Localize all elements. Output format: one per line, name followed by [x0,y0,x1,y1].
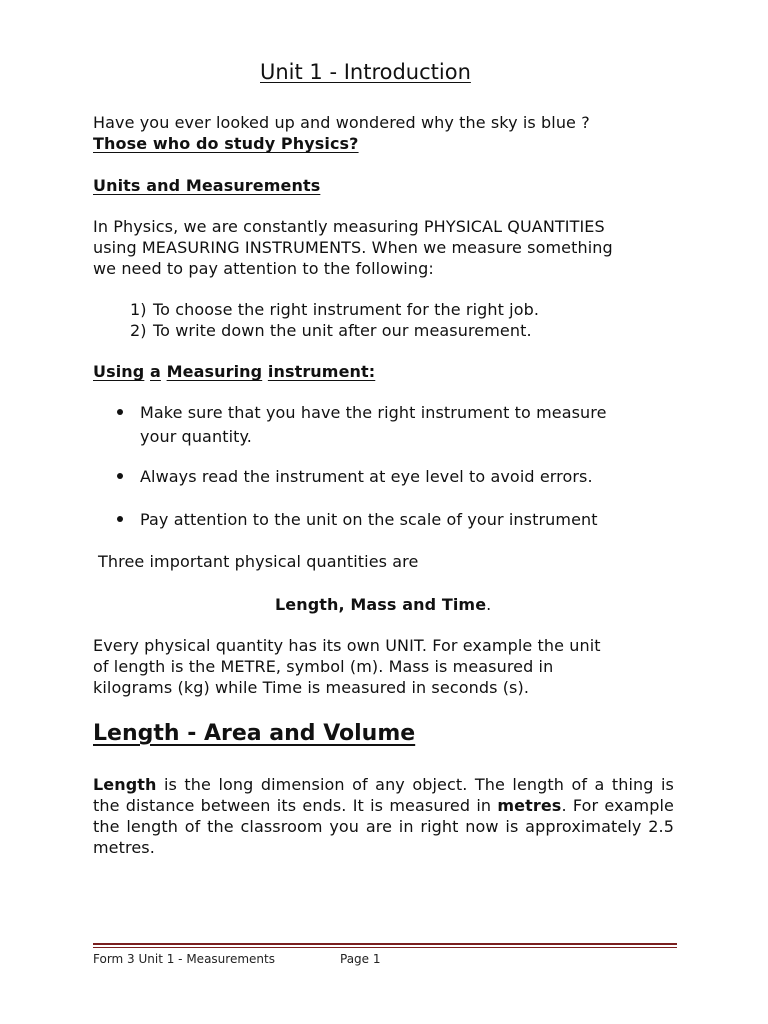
unit-paragraph-line: Every physical quantity has its own UNIT. For example the unit [93,636,601,655]
bullet-text: Make sure that you have the right instrument to measure [140,403,607,422]
footer-page-number: Page 1 [340,952,381,966]
bullet-icon [117,409,123,415]
bullet-text: Pay attention to the unit on the scale of your instrument [140,510,598,529]
section-heading: Length - Area and Volume [93,721,416,746]
intro-subheading: Those who do study Physics? [93,134,359,153]
bullet-text: Always read the instrument at eye level to avoid errors. [140,467,593,486]
three-quantities-text: Three important physical quantities are [98,552,419,571]
physics-paragraph-line: we need to pay attention to the following: [93,259,434,278]
heading-word: Measuring [166,362,263,381]
unit-paragraph-line: kilograms (kg) while Time is measured in seconds (s). [93,678,530,697]
numbered-item-text: To write down the unit after our measurement. [153,321,532,340]
heading-word: instrument: [267,362,376,381]
length-text-end: . For example the length of the classroom you are in right now is approximately 2.5 metres. [93,796,674,857]
numbered-item-text: To choose the right instrument for the right job. [153,300,540,319]
bullet-icon [117,516,123,522]
numbered-item-number: 1) [130,300,147,319]
length-text: is the long dimension of any object. The length of a thing is the distance between its ends. It is measured in [93,775,674,815]
footer-left-text: Form 3 Unit 1 - Measurements [93,952,275,966]
page-title: Unit 1 - Introduction [260,60,471,84]
using-instrument-heading [93,361,375,382]
length-paragraph [93,774,674,858]
footer-rule-thin [93,947,677,948]
numbered-item-number: 2) [130,321,147,340]
bullet-text: your quantity. [140,427,252,446]
length-term: Length [93,775,157,794]
unit-paragraph-line: of length is the METRE, symbol (m). Mass is measured in [93,657,554,676]
bullet-icon [117,473,123,479]
physics-paragraph-line: using MEASURING INSTRUMENTS. When we measure something [93,238,613,257]
heading-word: Using [93,362,145,381]
footer-rule-thick [93,943,677,945]
quantities-line [275,594,491,615]
physics-paragraph-line: In Physics, we are constantly measuring PHYSICAL QUANTITIES [93,217,605,236]
quantities-period: . [486,595,492,614]
intro-question: Have you ever looked up and wondered why the sky is blue ? [93,113,590,132]
heading-word: a [150,362,161,381]
metres-term: metres [497,796,562,815]
quantities-bold: Length, Mass and Time [275,595,487,614]
units-heading: Units and Measurements [93,176,321,195]
